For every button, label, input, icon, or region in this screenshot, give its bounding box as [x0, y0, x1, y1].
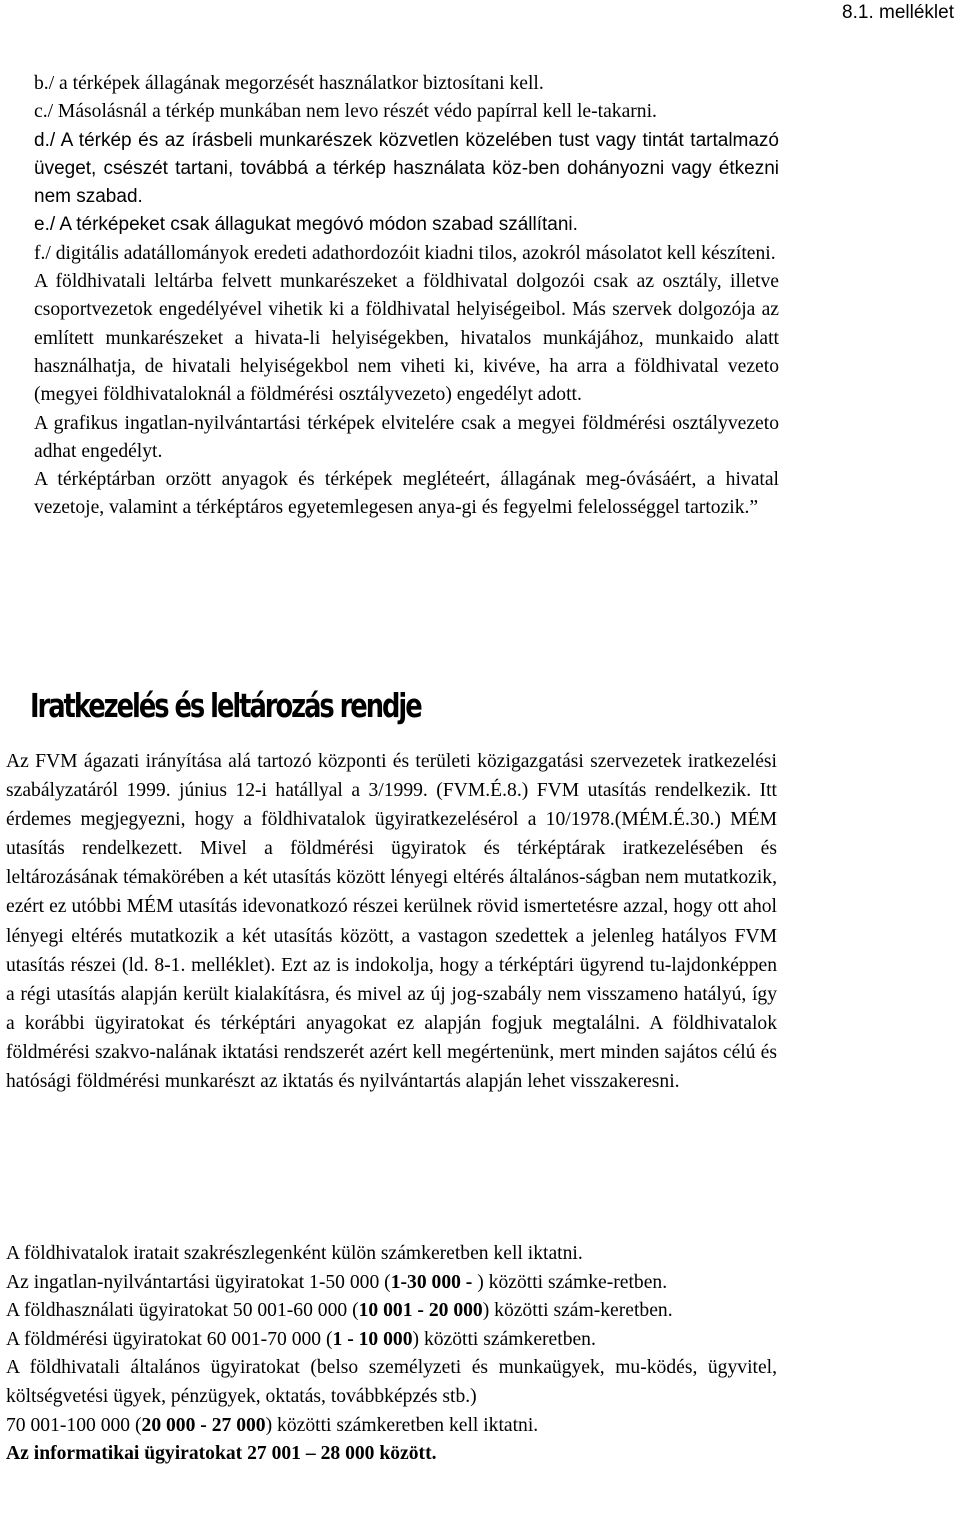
- range-bold: 20 000 - 27 000: [141, 1414, 266, 1436]
- range-text: A földhasználati ügyiratokat 50 001-60 000 (: [6, 1300, 359, 1322]
- range-line-4: [6, 1326, 777, 1355]
- range-line-2: [6, 1269, 777, 1298]
- range-text: ) közötti számkeretben.: [412, 1328, 596, 1350]
- range-text: Az ingatlan-nyilvántartási ügyiratokat 1-50 000 (: [6, 1271, 391, 1293]
- range-bold: 1-30 000 -: [390, 1271, 478, 1293]
- paragraph-grafikus: A grafikus ingatlan-nyilvántartási térképek elvitelére csak a megyei földmérési osztályvezeto adhat engedélyt.: [34, 412, 779, 462]
- number-ranges: [6, 1240, 777, 1469]
- range-line-6: [6, 1412, 777, 1441]
- list-item-f: f./ digitális adatállományok eredeti adathordozóit kiadni tilos, azokról másolatot kell készíteni.: [34, 242, 776, 264]
- range-line-3: [6, 1297, 777, 1326]
- range-bold: 1 - 10 000: [332, 1328, 413, 1350]
- regulation-list: [34, 70, 779, 523]
- list-item-b: b./ a térképek állagának megorzését használatkor biztosítani kell.: [34, 73, 544, 94]
- intro-paragraph: Az FVM ágazati irányítása alá tartozó központi és területi közigazgatási szervezetek iratkezelési szabályzatáról 1999. június 12-i hatállyal a 3/1999. (FVM.É.8.) FVM utasítás rendelkezik. Itt érdemes megjegyezni, hogy a földhivatalok ügyiratkezelésérol a 10/1978.(MÉM.É.30.) MÉM utasítás rendelkezett. Mivel a földmérési ügyiratok és térképtárak iratkezelésében és leltározásának témakörében a két utasítás között lényegi eltérés általános-ságban nem mutatkozik, ezért ez utóbbi MÉM utasítás idevonatkozó részei kerülnek rövid ismertetésre azzal, hogy ott ahol lényegi eltérés mutatkozik a két utasítás között, a vastagon szedettek a jelenleg hatályos FVM utasítás részei (ld. 8-1. melléklet). Ezt az is indokolja, hogy a térképtári ügyrend tu-lajdonképpen a régi utasítás alapján került kialakításra, és mivel az új jog-szabály nem visszameno hatályú, így a korábbi ügyiratokat és térképtári anyagokat ez alapján fogjuk megtalálni. A földhivatalok földmérési szakvo-nalának iktatási rendszerét azért kell megértenünk, mert minden sajátos célú és hatósági földmérési munkarészt az iktatás és nyilvántartás alapján lehet visszakeresni.: [6, 751, 777, 1093]
- range-text: A földmérési ügyiratokat 60 001-70 000 (: [6, 1328, 333, 1350]
- paragraph-leltar: A földhivatali leltárba felvett munkarészeket a földhivatal dolgozói csak az osztály, illetve csoportvezetok engedélyével vihetik ki a földhivatal helyiségeibol. Más szervek dolgozója az említett munkarészeket a hivata-li helyiségekben, hivatalos munkájához, munkaido alatt használhatja, de hivatali helyiségekbol nem viheti ki, kivéve, ha arra a földhivatal vezeto (megyei földhivataloknál a földmérési osztályvezeto) engedélyt adott.: [34, 271, 779, 406]
- range-text: 70 001-100 000 (: [6, 1414, 142, 1436]
- range-text: ) közötti számke-retben.: [477, 1271, 668, 1293]
- range-line-1: A földhivatalok iratait szakrészlegenként külön számkeretben kell iktatni.: [6, 1243, 583, 1264]
- list-item-e: e./ A térképeket csak állagukat megóvó módon szabad szállítani.: [34, 214, 578, 236]
- list-item-d: d./ A térkép és az írásbeli munkarészek közvetlen közelében tust vagy tintát tartalmazó üveget, csészét tartani, továbbá a térkép használata köz-ben dohányozni vagy étkezni nem szabad.: [34, 129, 779, 208]
- annex-label: 8.1. melléklet: [842, 2, 954, 23]
- range-bold: 10 001 - 20 000: [358, 1300, 483, 1322]
- range-text: ) közötti számkeretben kell iktatni.: [265, 1414, 539, 1436]
- range-line-5: A földhivatali általános ügyiratokat (belso személyzeti és munkaügyek, mu-ködés, ügyvitel, költségvetési ügyek, pénzügyek, oktatás, továbbképzés stb.): [6, 1357, 777, 1407]
- section-body: [6, 747, 777, 1096]
- range-line-7: [6, 1440, 777, 1469]
- range-bold: Az informatikai ügyiratokat 27 001 – 28 000 között.: [6, 1443, 437, 1465]
- range-text: ) közötti szám-keretben.: [482, 1300, 673, 1322]
- section-title: Iratkezelés és leltározás rendje: [30, 686, 421, 725]
- paragraph-terkeptar: A térképtárban orzött anyagok és térképek megléteért, állagának meg-óvásáért, a hivatal vezetoje, valamint a térképtáros egyetemlegesen anya-gi és fegyelmi felelosséggel tartozik.”: [34, 469, 779, 519]
- list-item-c: c./ Másolásnál a térkép munkában nem levo részét védo papírral kell le-takarni.: [34, 101, 657, 123]
